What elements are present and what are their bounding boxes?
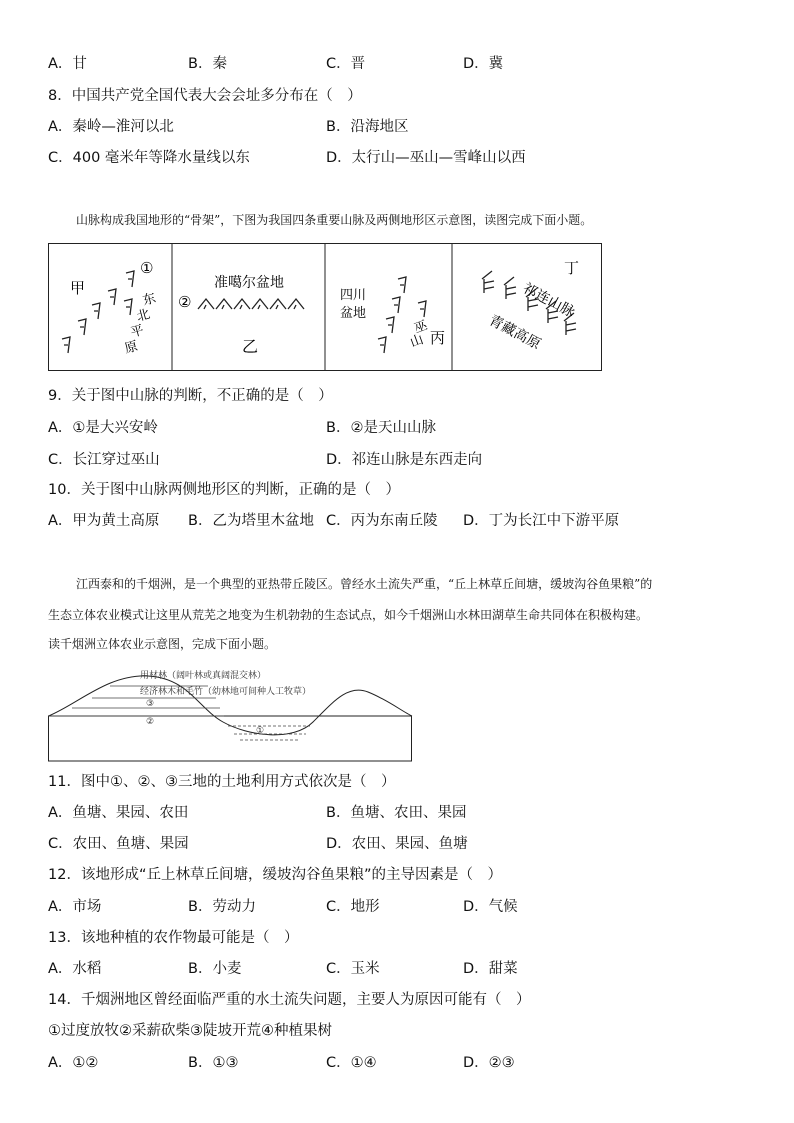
svg-text:原: 原	[123, 339, 140, 357]
q13-option-b: B．小麦	[188, 961, 242, 977]
passage-line-2: 生态立体农业模式让这里从荒芜之地变为生机勃勃的生态试点，如今千烟洲山水林田湖草生命共同体在积极构建。	[48, 608, 649, 622]
q13-option-d: D．甜菜	[463, 961, 518, 977]
label-qilian: 祁连山脉	[520, 280, 578, 321]
q9-option-d: D．祁连山脉是东西走向	[326, 452, 483, 468]
label-circle-2: ②	[146, 717, 155, 727]
passage-qianyanzhou	[48, 574, 748, 654]
q10-option-d: D．丁为长江中下游平原	[463, 513, 620, 529]
q14-stem: 14．千烟洲地区曾经面临严重的水土流失问题，主要人为原因可能有（ ）	[48, 992, 531, 1008]
label-circle-2: ②	[178, 293, 192, 311]
q13-option-c: C．玉米	[326, 961, 380, 977]
label-bing: 丙	[430, 329, 446, 347]
q8-option-b: B．沿海地区	[326, 119, 409, 135]
tianshan-symbols	[198, 299, 304, 309]
q11-option-b: B．鱼塘、农田、果园	[326, 805, 467, 821]
q8-stem: 8．中国共产党全国代表大会会址多分布在（ ）	[48, 88, 362, 104]
passage-mountains-text: 山脉构成我国地形的“骨架”，下图为我国四条重要山脉及两侧地形区示意图，读图完成下面小题。	[76, 213, 593, 227]
q11-option-c: C．农田、鱼塘、果园	[48, 836, 189, 852]
q7-option-b: B．秦	[188, 56, 227, 72]
q8-option-d: D．太行山—巫山—雪峰山以西	[326, 150, 526, 166]
q10-option-a: A．甲为黄土高原	[48, 513, 160, 529]
q14-option-a: A．①②	[48, 1055, 99, 1071]
q14-choices: ①过度放牧②采薪砍柴③陡坡开荒④种植果树	[48, 1023, 332, 1039]
label-circle-3: ③	[146, 699, 155, 709]
label-qinghai-tibet: 青藏高原	[486, 312, 544, 353]
label-shan: 山	[408, 332, 426, 351]
label-yi: 乙	[242, 337, 259, 356]
q12-option-c: C．地形	[326, 899, 380, 915]
mountain-figure	[48, 243, 603, 373]
q11-stem: 11．图中①、②、③三地的土地利用方式依次是（ ）	[48, 774, 396, 790]
svg-text:平: 平	[129, 323, 146, 341]
label-sichuan: 四川	[340, 288, 367, 303]
label-ding: 丁	[564, 259, 580, 277]
q12-option-d: D．气候	[463, 899, 518, 915]
q7-option-d: D．冀	[463, 56, 504, 72]
q13-stem: 13．该地种植的农作物最可能是（ ）	[48, 930, 299, 946]
q8-option-c: C．400 毫米年等降水量线以东	[48, 150, 250, 166]
label-junggar-basin: 准噶尔盆地	[214, 275, 284, 291]
passage-line-3: 读千烟洲立体农业示意图，完成下面小题。	[48, 637, 277, 651]
q11-option-d: D．农田、果园、鱼塘	[326, 836, 468, 852]
label-circle-1: ①	[256, 726, 265, 736]
q11-option-a: A．鱼塘、果园、农田	[48, 805, 189, 821]
q10-option-c: C．丙为东南丘陵	[326, 513, 438, 529]
svg-text:北: 北	[135, 307, 152, 325]
q10-option-b: B．乙为塔里木盆地	[188, 513, 314, 529]
q9-stem: 9．关于图中山脉的判断，不正确的是（ ）	[48, 388, 333, 404]
q9-option-c: C．长江穿过巫山	[48, 452, 160, 468]
label-economic-forest: 经济林木和毛竹（幼林地可间种人工牧草）	[140, 687, 312, 697]
q14-option-d: D．②③	[463, 1055, 515, 1071]
label-jia: 甲	[70, 279, 86, 297]
label-timber-forest: 用材林（阔叶林或真阔混交林）	[140, 671, 267, 681]
passage-mountains	[76, 210, 776, 230]
label-wu: 巫	[412, 318, 430, 337]
qianyanzhou-figure	[48, 664, 413, 762]
label-northeast-plain	[123, 291, 157, 357]
q9-option-b: B．②是天山山脉	[326, 420, 436, 436]
q12-option-a: A．市场	[48, 899, 102, 915]
q9-option-a: A．①是大兴安岭	[48, 420, 158, 436]
label-circle-1: ①	[140, 259, 154, 277]
q12-option-b: B．劳动力	[188, 899, 256, 915]
q7-option-c: C．晋	[326, 56, 366, 72]
q12-stem: 12．该地形成“丘上林草丘间塘，缓坡沟谷鱼果粮”的主导因素是（ ）	[48, 867, 502, 883]
q14-option-c: C．①④	[326, 1055, 377, 1071]
q7-option-a: A．甘	[48, 56, 87, 72]
label-pendi: 盆地	[340, 306, 367, 321]
q8-option-a: A．秦岭—淮河以北	[48, 119, 174, 135]
q14-option-b: B．①③	[188, 1055, 239, 1071]
svg-text:东: 东	[141, 291, 158, 309]
passage-line-1: 江西泰和的千烟洲，是一个典型的亚热带丘陵区。曾经水土流失严重，“丘上林草丘间塘，缓坡沟谷鱼果粮”的	[76, 577, 653, 591]
q13-option-a: A．水稻	[48, 961, 102, 977]
q10-stem: 10．关于图中山脉两侧地形区的判断，正确的是（ ）	[48, 482, 400, 498]
